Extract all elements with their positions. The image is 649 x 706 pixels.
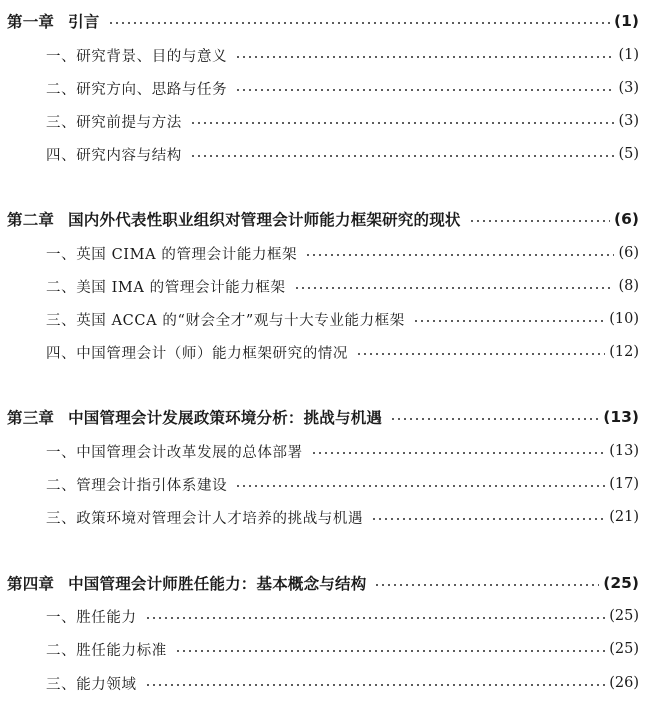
chapter-heading <box>0 406 382 428</box>
chapter-label: 第二章 <box>7 211 55 229</box>
chapter-title: 中国管理会计发展政策环境分析：挑战与机遇 <box>68 409 383 427</box>
section-title: 一、中国管理会计改革发展的总体部署 <box>46 444 303 461</box>
chapter-label: 第三章 <box>7 409 55 427</box>
dot-leader <box>190 155 615 157</box>
section-title: 三、英国 ACCA 的“财会全才”观与十大专业能力框架 <box>46 312 405 329</box>
dot-leader <box>190 122 615 124</box>
chapter-3-entry[interactable] <box>0 405 649 429</box>
section-title: 三、研究前提与方法 <box>46 114 182 131</box>
section-1-2-entry[interactable] <box>0 76 649 100</box>
section-title: 三、能力领域 <box>46 676 137 693</box>
section-title: 一、研究背景、目的与意义 <box>46 48 228 65</box>
dot-leader <box>305 254 614 256</box>
chapter-label: 第四章 <box>7 575 55 593</box>
section-title: 三、政策环境对管理会计人才培养的挑战与机遇 <box>46 510 364 527</box>
section-title: 四、研究内容与结构 <box>46 147 182 164</box>
page-number: (25) <box>609 608 639 624</box>
dot-leader <box>469 220 610 222</box>
page-number: (10) <box>609 311 639 327</box>
chapter-label: 第一章 <box>7 13 55 31</box>
dot-leader <box>108 22 611 24</box>
dot-leader <box>235 89 614 91</box>
dot-leader <box>235 485 605 487</box>
chapter-1-entry[interactable] <box>0 9 649 33</box>
page-number: (8) <box>618 278 639 294</box>
section-4-2-entry[interactable] <box>0 637 649 661</box>
section-title: 二、管理会计指引体系建设 <box>46 477 228 494</box>
page-number: (13) <box>603 408 639 426</box>
page-number: (13) <box>609 443 639 459</box>
dot-leader <box>311 452 606 454</box>
section-1-1-entry[interactable] <box>0 43 649 67</box>
chapter-title: 引言 <box>68 13 100 31</box>
page-number: (1) <box>614 12 639 30</box>
section-3-2-entry[interactable] <box>0 472 649 496</box>
section-2-1-entry[interactable] <box>0 241 649 265</box>
dot-leader <box>374 584 599 586</box>
page-number: (6) <box>618 245 639 261</box>
chapter-heading <box>0 208 461 230</box>
section-1-3-entry[interactable] <box>0 109 649 133</box>
page-number: (3) <box>618 80 639 96</box>
section-title: 一、英国 CIMA 的管理会计能力框架 <box>46 246 298 263</box>
dot-leader <box>145 684 606 686</box>
section-title: 二、美国 IMA 的管理会计能力框架 <box>46 279 286 296</box>
page-number: (25) <box>609 641 639 657</box>
dot-leader <box>175 650 605 652</box>
section-title: 一、胜任能力 <box>46 609 137 626</box>
section-4-1-entry[interactable] <box>0 604 649 628</box>
section-2-2-entry[interactable] <box>0 274 649 298</box>
dot-leader <box>294 287 615 289</box>
dot-leader <box>235 56 614 58</box>
section-2-3-entry[interactable] <box>0 307 649 331</box>
page-number: (5) <box>618 146 639 162</box>
chapter-4-entry[interactable] <box>0 571 649 595</box>
chapter-2-entry[interactable] <box>0 207 649 231</box>
page-number: (17) <box>609 476 639 492</box>
page-number: (6) <box>614 210 639 228</box>
page-number: (25) <box>603 574 639 592</box>
section-title: 二、研究方向、思路与任务 <box>46 81 228 98</box>
page-number: (1) <box>618 47 639 63</box>
section-1-4-entry[interactable] <box>0 142 649 166</box>
dot-leader <box>356 353 605 355</box>
dot-leader <box>390 418 599 420</box>
section-3-1-entry[interactable] <box>0 439 649 463</box>
dot-leader <box>413 320 605 322</box>
chapter-title: 中国管理会计师胜任能力：基本概念与结构 <box>68 575 367 593</box>
section-4-3-entry[interactable] <box>0 671 649 695</box>
page-number: (21) <box>609 509 639 525</box>
section-title: 二、胜任能力标准 <box>46 642 167 659</box>
page-number: (26) <box>609 675 639 691</box>
chapter-heading <box>0 10 100 32</box>
section-2-4-entry[interactable] <box>0 340 649 364</box>
chapter-heading <box>0 572 366 594</box>
page-number: (3) <box>618 113 639 129</box>
chapter-title: 国内外代表性职业组织对管理会计师能力框架研究的现状 <box>68 211 461 229</box>
dot-leader <box>145 617 606 619</box>
section-title: 四、中国管理会计（师）能力框架研究的情况 <box>46 345 348 362</box>
dot-leader <box>371 518 605 520</box>
page-number: (12) <box>609 344 639 360</box>
section-3-3-entry[interactable] <box>0 505 649 529</box>
